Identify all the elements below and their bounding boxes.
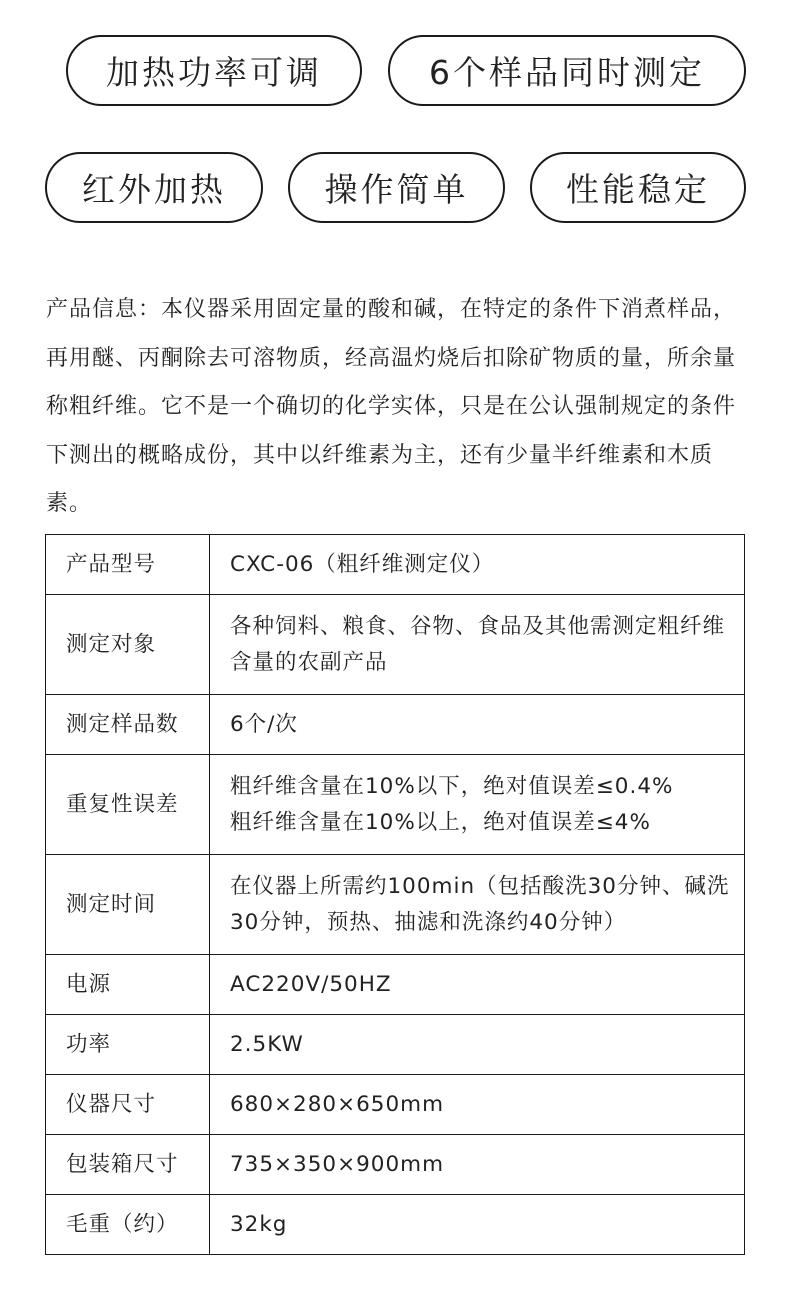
- spec-label: 测定样品数: [46, 695, 210, 755]
- table-row: [46, 955, 745, 1015]
- spec-value: 在仪器上所需约100min（包括酸洗30分钟、碱洗30分钟，预热、抽滤和洗涤约40分钟）: [210, 855, 745, 955]
- table-row: [46, 595, 745, 695]
- spec-label: 仪器尺寸: [46, 1075, 210, 1135]
- spec-table: [45, 534, 745, 1255]
- spec-value: [210, 755, 745, 855]
- table-row: [46, 1015, 745, 1075]
- spec-value-line: 粗纤维含量在10%以下，绝对值误差≤0.4%: [230, 773, 674, 799]
- spec-label: 重复性误差: [46, 755, 210, 855]
- spec-value: 32kg: [210, 1195, 745, 1255]
- table-row: [46, 1195, 745, 1255]
- spec-value: 735×350×900mm: [210, 1135, 745, 1195]
- product-info-paragraph: 产品信息：本仪器采用固定量的酸和碱，在特定的条件下消煮样品，再用醚、丙酮除去可溶物质，经高温灼烧后扣除矿物质的量，所余量称粗纤维。它不是一个确切的化学实体，只是在公认强制规定的条件下测出的概略成份，其中以纤维素为主，还有少量半纤维素和木质素。: [46, 297, 737, 516]
- spec-label: 功率: [46, 1015, 210, 1075]
- table-row: [46, 535, 745, 595]
- spec-value: 6个/次: [210, 695, 745, 755]
- feature-pill-label: 6个样品同时测定: [429, 53, 705, 92]
- feature-pill-label: 加热功率可调: [106, 53, 322, 92]
- spec-value: 680×280×650mm: [210, 1075, 745, 1135]
- table-row: [46, 1075, 745, 1135]
- table-row: [46, 755, 745, 855]
- spec-value: CXC-06（粗纤维测定仪）: [210, 535, 745, 595]
- spec-value: AC220V/50HZ: [210, 955, 745, 1015]
- feature-pill-label: 红外加热: [82, 170, 226, 209]
- table-row: [46, 695, 745, 755]
- spec-label: 包装箱尺寸: [46, 1135, 210, 1195]
- table-row: [46, 1135, 745, 1195]
- spec-label: 测定时间: [46, 855, 210, 955]
- feature-pill-stable-performance: [530, 152, 746, 223]
- spec-value: 各种饲料、粮食、谷物、食品及其他需测定粗纤维含量的农副产品: [210, 595, 745, 695]
- feature-pill-infrared-heating: [45, 152, 263, 223]
- feature-pill-easy-operation: [288, 152, 505, 223]
- spec-label: 电源: [46, 955, 210, 1015]
- spec-label: 测定对象: [46, 595, 210, 695]
- spec-value: 2.5KW: [210, 1015, 745, 1075]
- spec-value-line: 粗纤维含量在10%以上，绝对值误差≤4%: [230, 809, 651, 835]
- spec-label: 毛重（约）: [46, 1195, 210, 1255]
- feature-pill-label: 操作简单: [324, 170, 469, 209]
- table-row: [46, 855, 745, 955]
- feature-pill-label: 性能稳定: [566, 170, 710, 209]
- feature-pill-power-adjustable: [66, 35, 362, 106]
- feature-pill-six-samples: [388, 35, 746, 106]
- spec-label: 产品型号: [46, 535, 210, 595]
